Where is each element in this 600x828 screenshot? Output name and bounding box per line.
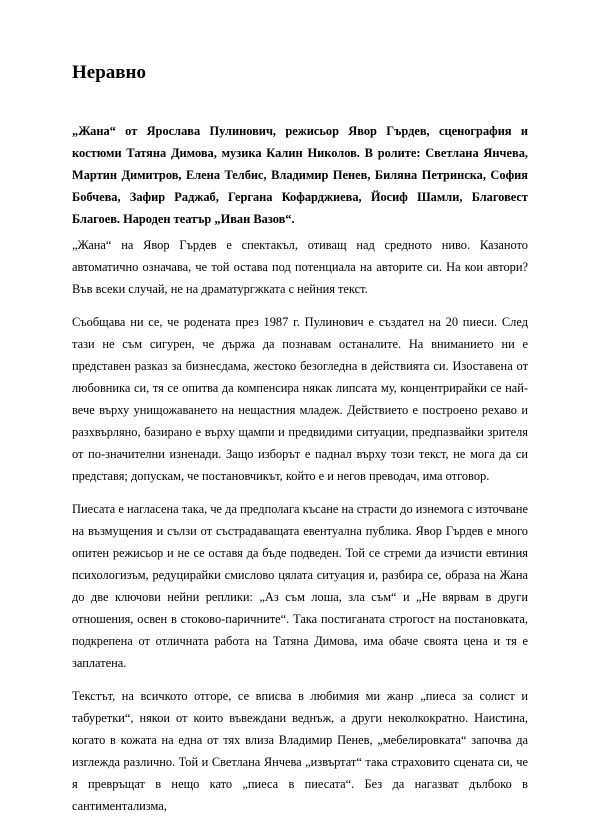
paragraph: Текстът, на всичкото отгоре, се вписва в любимия ми жанр „пиеса за солист и табуретки“, някои от които въвеждани веднъж, а други неколкократно. Наистина, когато в кожата на една от тях влиза Владимир Пенев, „мебелировката“ започва да изглежда различно. Той и Светлана Янчева „извъртат“ така страховито сцената си, че я превръщат в нещо като „пиеса в пиесата“. Без да нагазват дълбоко в сантиментализма,: [72, 689, 528, 813]
article-title: Неравно: [72, 62, 146, 83]
paragraph: „Жана“ на Явор Гърдев е спектакъл, отиващ над средното ниво. Казаното автоматично означава, че той остава под потенциала на авторите си. На кои автори? Във всеки случай, не на драматургжката с нейния текст.: [72, 238, 528, 296]
paragraph: Пиесата е нагласена така, че да предполага късане на страсти до изнемога с източване на възмущения и сълзи от състрадаващата евентуална публика. Явор Гърдев е много опитен режисьор и не се оставя да бъде подведен. Той се стреми да изчисти евтиния психологизъм, редуцирайки смислово цялата ситуация и, разбира се, образа на Жана до две ключови нейни реплики: „Аз съм лоша, зла съм“ и „Не вярвам в други отношения, освен в стоково-паричните“. Така постиганата строгост на постановката, подкрепена от отличната работа на Татяна Димова, има обаче своята цена и тя е заплатена.: [72, 502, 528, 670]
article-body: [72, 234, 528, 828]
paragraph: Съобщава ни се, че родената през 1987 г. Пулинович е създател на 20 пиеси. След тази не съм сигурен, че държа да познавам останалите. На вниманието ни е представен разказ за бизнесдама, жестоко безогледна в действията си. Изоставена от любовника си, тя се опитва да компенсира някак липсата му, концентрирайки се най-вече върху унищожаването на нещастния младеж. Действието е построено рехаво и разхвърляно, базирано е върху щампи и предвидими ситуации, предпазвайки зрителя от по-значителни изненади. Защо изборът е паднал върху този текст, не мога да си представя; допускам, че постановчикът, който е и негов преводач, има отговор.: [72, 315, 528, 483]
production-credits: „Жана“ от Ярослава Пулинович, режисьор Явор Гърдев, сценография и костюми Татяна Димова, музика Калин Николов. В ролите: Светлана Янчева, Мартин Димитров, Елена Телбис, Владимир Пенев, Биляна Петринска, София Бобчева, Зафир Раджаб, Гергана Кофарджиева, Йосиф Шамли, Благовест Благоев. Народен театър „Иван Вазов“.: [72, 124, 528, 226]
